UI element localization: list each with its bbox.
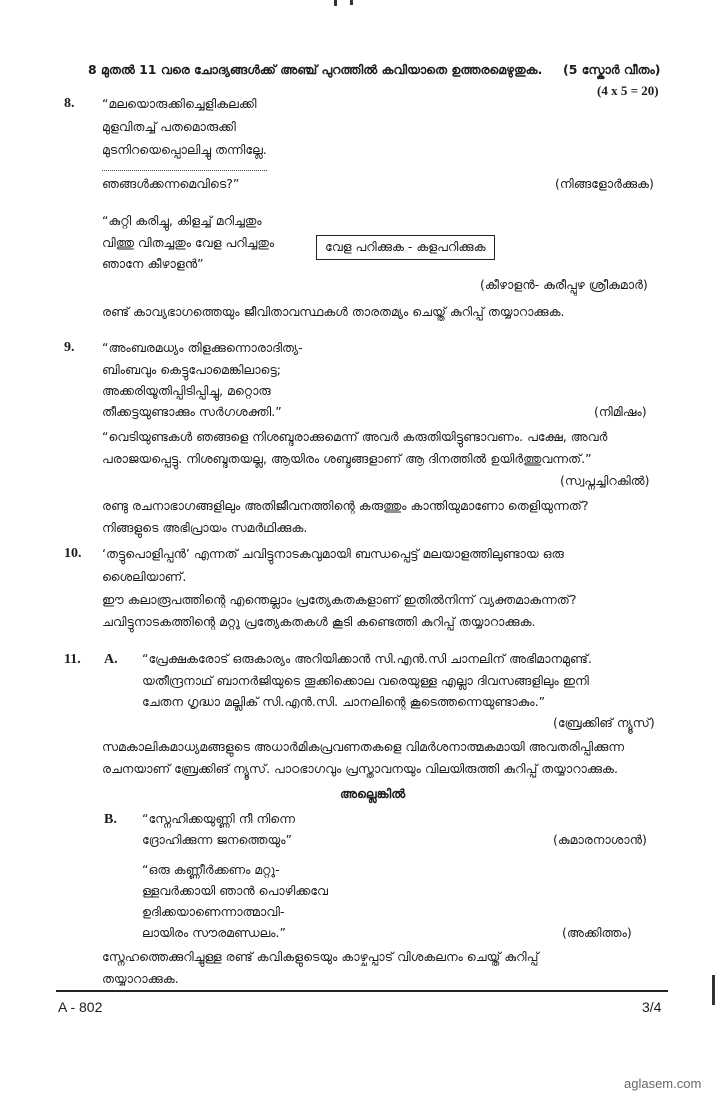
scan-mark	[350, 0, 353, 5]
q11-b-poem1-line-2: ദ്രോഹിക്കുന്ന ജനത്തെയും”	[142, 832, 292, 847]
q11-b-poem2-line-1: “ഒരു കണ്ണീർക്കണം മറ്റു-	[142, 862, 280, 877]
footer-rule	[56, 990, 668, 992]
page-number: 3/4	[642, 999, 662, 1015]
q8-poem1-line-4: ഞങ്ങൾക്കന്നമെവിടെ?”	[102, 176, 240, 191]
q10-line-3: ഈ കലാരൂപത്തിന്റെ എന്തെല്ലാം പ്രത്യേകതകളാണ് ഇതിൽനിന്ന് വ്യക്തമാകുന്നത്?	[102, 592, 577, 607]
watermark: aglasem.com	[624, 1076, 702, 1091]
q9-prose-source: (സ്വപ്നച്ചിറകിൽ)	[560, 473, 650, 488]
q9-prose-line-2: പരാജയപ്പെട്ടു. നിശബ്ദതയല്ല, ആയിരം ശബ്ദങ്ങളാണ് ആ ദിനത്തിൽ ഉയിർത്തുവന്നത്.”	[102, 451, 592, 466]
q11-b-poem1-source: (കുമാരനാശാൻ)	[553, 832, 647, 847]
q11-b-poem2-line-3: ഉദിക്കയാണെന്നാത്മാവി-	[142, 904, 285, 919]
q11-b-poem2-line-2: ള്ളവർക്കായി ഞാൻ പൊഴിക്കവേ	[142, 883, 328, 898]
q9-poem-line-3: അക്കരിയൂതിപ്പിടിപ്പിച്ചു, മറ്റൊരു	[102, 383, 271, 398]
q8-poem1-line-3: മുടനിറയെപ്പൊലിച്ചു തന്നില്ലേ.	[102, 142, 267, 157]
q8-poem1-source: (നിങ്ങളോർക്കുക)	[555, 176, 654, 191]
q8-poem1-line-2: മുളവിതച്ച് പതമൊരുക്കി	[102, 119, 236, 134]
q8-poem1-line-1: “മലയൊരുക്കിച്ചെളികലക്കി	[102, 96, 257, 111]
q11-b-task-line-1: സ്നേഹത്തെക്കുറിച്ചുള്ള രണ്ട് കവികളുടെയും കാഴ്ചപ്പാട് വിശകലനം ചെയ്ത് കുറിപ്പ്	[102, 949, 539, 964]
q9-poem-line-2: ബിംബവും കെട്ടുപോമെങ്കിലാട്ടെ;	[102, 362, 281, 377]
q8-poem2-line-2: വിത്തു വിതച്ചതും വേള പറിച്ചതും	[102, 235, 275, 250]
q10-line-4: ചവിട്ടുനാടകത്തിന്റെ മറ്റു പ്രത്യേകതകൾ കൂടി കണ്ടെത്തി കുറിപ്പ് തയ്യാറാക്കുക.	[102, 614, 536, 629]
q11-a-task-line-2: രചനയാണ് ബ്രേക്കിങ് ന്യൂസ്. പാഠഭാഗവും പ്രസ്താവനയും വിലയിരുത്തി കുറിപ്പ് തയ്യാറാക്കുക.	[102, 761, 618, 776]
q11-b-poem2-line-4: ലായിരം സൗരമണ്ഡലം.”	[142, 925, 286, 940]
q9-prose-line-1: “വെടിയുണ്ടകൾ ഞങ്ങളെ നിശബ്ദരാക്കുമെന്ന് അവർ കരുതിയിട്ടുണ്ടാവണം. പക്ഷേ, അവർ	[102, 429, 608, 444]
or-separator: അല്ലെങ്കിൽ	[340, 786, 406, 801]
question-8-number: 8.	[64, 96, 75, 111]
q11-a-source: (ബ്രേക്കിങ് ന്യൂസ്)	[553, 715, 655, 730]
score-total: (4 x 5 = 20)	[597, 83, 659, 98]
q9-poem-line-4: തീക്കട്ടയുണ്ടാക്കും സർഗശക്തി.”	[102, 404, 282, 419]
q11-a-quote-line-1: “പ്രേക്ഷകരോട് ഒരുകാര്യം അറിയിക്കാൻ സി.എൻ.സി ചാനലിന് അഭിമാനമുണ്ട്.	[142, 651, 592, 666]
question-11-number: 11.	[64, 652, 81, 667]
paper-code: A - 802	[58, 999, 103, 1015]
gloss-box: വേള പറിക്കുക - കളപറിക്കുക	[316, 235, 495, 260]
section-instruction: 8 മുതൽ 11 വരെ ചോദ്യങ്ങൾക്ക് അഞ്ച് പുറത്തിൽ കവിയാതെ ഉത്തരമെഴുതുക.	[88, 62, 543, 77]
q8-poem2-line-1: “കുറ്റി കരിച്ചു, കിളച്ച് മറിച്ചതും	[102, 213, 262, 228]
q9-poem-line-1: “അംബരമധ്യം തിളക്കുന്നൊരാദിത്യ-	[102, 340, 303, 355]
q8-poem2-line-3: ഞാനേ കീഴാളൻ”	[102, 256, 204, 271]
q11-a-quote-line-3: ചേതന ഗൃദ്ധാ മല്ലിക് സി.എൻ.സി. ചാനലിന്റെ കൂടെത്തന്നെയുണ്ടാകും.”	[142, 694, 546, 709]
q8-poem2-source: (കീഴാളൻ- കുരീപ്പുഴ ശ്രീകുമാർ)	[480, 277, 648, 292]
q9-task-line-2: നിങ്ങളുടെ അഭിപ്രായം സമർഥിക്കുക.	[102, 520, 308, 535]
q9-poem-source: (നിമിഷം)	[594, 404, 647, 419]
q11-b-task-line-2: തയ്യാറാക്കുക.	[102, 971, 179, 986]
q11-b-poem2-source: (അക്കിത്തം)	[562, 925, 632, 940]
q9-task-line-1: രണ്ടു രചനാഭാഗങ്ങളിലും അതിജീവനത്തിന്റെ കരുത്തും കാന്തിയുമാണോ തെളിയുന്നത്?	[102, 498, 589, 513]
q11-a-quote-line-2: യതീന്ദ്രനാഥ് ബാനർജിയുടെ തൂക്കിക്കൊല വരെയുള്ള എല്ലാ ദിവസങ്ങളിലും ഇനി	[142, 673, 589, 688]
question-9-number: 9.	[64, 340, 75, 355]
q10-line-1: ‘തട്ടുപൊളിപ്പൻ’ എന്നത് ചവിട്ടുനാടകവുമായി ബന്ധപ്പെട്ട് മലയാളത്തിലുണ്ടായ ഒരു	[102, 546, 564, 561]
q11-option-b-label: B.	[104, 812, 117, 827]
scan-mark	[334, 0, 337, 6]
q11-a-task-line-1: സമകാലികമാധ്യമങ്ങളുടെ അധാർമികപ്രവണതകളെ വിമർശനാത്മകമായി അവതരിപ്പിക്കുന്ന	[102, 739, 625, 754]
q10-line-2: ശൈലിയാണ്.	[102, 569, 187, 584]
ellipsis-line	[102, 170, 267, 171]
q11-option-a-label: A.	[104, 652, 118, 667]
score-note: (5 സ്കോർ വീതം)	[563, 62, 661, 77]
scan-mark	[712, 975, 715, 1005]
question-10-number: 10.	[64, 546, 82, 561]
q8-task: രണ്ട് കാവ്യഭാഗത്തെയും ജീവിതാവസ്ഥകൾ താരതമ്യം ചെയ്ത് കുറിപ്പ് തയ്യാറാക്കുക.	[102, 304, 565, 319]
q11-b-poem1-line-1: “സ്നേഹിക്കയുണ്ണി നീ നിന്നെ	[142, 811, 295, 826]
